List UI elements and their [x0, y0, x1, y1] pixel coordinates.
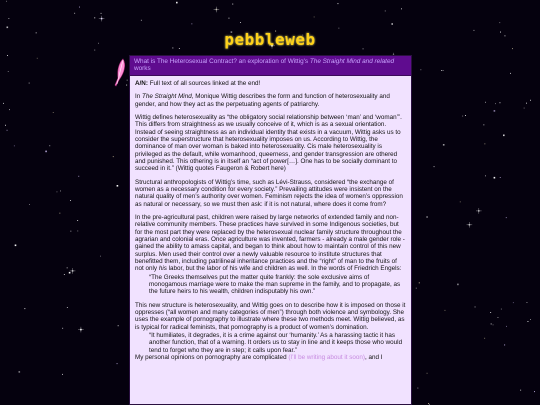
star	[7, 130, 8, 131]
star	[69, 272, 71, 274]
star	[191, 23, 192, 24]
star	[94, 17, 95, 18]
star	[7, 55, 8, 56]
star	[475, 307, 476, 308]
star	[499, 22, 500, 23]
star	[494, 110, 496, 112]
star	[176, 2, 178, 4]
paragraph-6	[135, 354, 406, 361]
star	[338, 3, 339, 4]
star	[8, 18, 9, 19]
paragraph-4	[135, 214, 406, 273]
star-sparkle	[467, 222, 473, 228]
star	[3, 103, 4, 104]
star	[314, 17, 315, 18]
star	[94, 50, 95, 51]
star	[53, 112, 54, 113]
star	[240, 22, 241, 23]
star	[445, 310, 446, 311]
paragraph-text: In	[135, 93, 143, 101]
star	[530, 100, 531, 101]
star	[15, 245, 17, 247]
star	[29, 204, 30, 205]
star	[485, 102, 486, 103]
star-sparkle	[70, 268, 76, 274]
star	[229, 18, 230, 19]
star	[117, 185, 119, 187]
star	[19, 371, 21, 373]
star	[67, 267, 68, 268]
star	[506, 217, 507, 218]
star	[8, 71, 9, 72]
star	[465, 115, 466, 116]
site-logo[interactable]: pebbleweb	[224, 30, 316, 49]
author-note-label: A/N:	[135, 79, 148, 87]
star-sparkle	[476, 208, 482, 214]
star	[67, 307, 68, 308]
star	[419, 282, 420, 283]
star	[14, 145, 15, 146]
star	[484, 143, 485, 144]
star	[484, 338, 485, 339]
star	[113, 156, 114, 157]
paragraph-text: , and I	[364, 354, 383, 362]
star	[434, 166, 435, 167]
post-title-bar[interactable]	[130, 56, 411, 76]
star-sparkle	[214, 7, 220, 13]
paragraph-5: This new structure is heterosexuality, and Wittig goes on to describe how it is imposed on those it oppresses (“all women and many categories of men”) through both violence and symbology. She uses the example of pornography to illustrate where these two methods meet. Wittig believed, as is typical for radical feminists, that pornography is a product of women’s domination.	[135, 301, 406, 331]
post-title-suffix: works	[134, 65, 151, 73]
star	[530, 319, 531, 320]
paragraph-text: In the pre-agricultural past, children were raised by large networks of extended family and non-relative community members. These practices have survived in some Indigenous societies, but for the most part they were replaced by the heterosexual nuclear family structure throughout the agrarian and colonial eras. Once agriculture was invented, farmers - already a male gender role - gained the ability to amass capital, and began to think about how to maintain control of this new surplus. Men used their control over a newly valuable resource to institute structures that benefitted them, including patrilineal inheritance practices and the “right” of man to the fruits of not only	[135, 213, 405, 273]
star	[118, 325, 119, 326]
star	[117, 363, 118, 364]
star	[426, 216, 428, 218]
paragraph-2: Wittig defines heterosexuality as “the obligatory social relationship between ‘man’ and ‘woman’”. This differs from straightness as we usually conceive of it, which is as a sexual orientation. Instead of seeing straightness as an individual identity that exists in a vacuum, Wittig asks us to consider the superstructure that heterosexuality imposes on us. According to Wittig, the dominance of man over woman is baked into heterosexuality. Cis male heterosexuality is privileged as the default, while womanhood, queerness, and gender transgression are othered and punished. This othering is in itself an “act of power[…]. One has to be socially dominant to succeed in it.” (Wittig quotes Faugeron & Robert here)	[135, 113, 402, 173]
star	[485, 175, 486, 176]
post-body	[130, 76, 411, 362]
star	[427, 373, 428, 374]
star	[490, 312, 491, 313]
star	[70, 231, 71, 232]
star	[494, 177, 496, 179]
star	[483, 124, 484, 125]
star	[45, 151, 47, 153]
star	[501, 309, 502, 310]
star	[526, 103, 527, 104]
star	[74, 13, 75, 14]
star	[62, 328, 63, 329]
emphasis: his	[158, 265, 167, 273]
upcoming-post-link[interactable]: (I’ll be writing about it soon)	[288, 354, 365, 362]
star	[5, 125, 6, 126]
star-sparkle	[99, 16, 105, 22]
star	[441, 70, 442, 71]
paragraph-1	[135, 93, 406, 108]
feather-quill-icon	[113, 58, 127, 88]
star	[495, 103, 496, 104]
star-sparkle	[78, 327, 84, 333]
paragraph-text: labor, but the labor of his wife and children as well. In the words of Friedrich Engels:	[166, 265, 402, 273]
star	[401, 8, 402, 9]
star	[520, 390, 521, 391]
star	[141, 20, 142, 21]
star	[64, 274, 65, 275]
blog-post	[129, 55, 412, 405]
star	[457, 284, 459, 286]
star	[510, 73, 511, 74]
star	[506, 326, 507, 327]
star	[498, 317, 499, 318]
star	[443, 70, 444, 71]
wittig-quote: “It humiliates, it degrades, it is a crime against our ‘humanity.’ As a harassing tactic it has another function, that of a warning. It orders us to stay in line and it keeps those who would tend to forget who they are in step; it calls upon fear.”	[149, 332, 403, 354]
star	[491, 324, 492, 325]
star	[7, 27, 9, 29]
star	[524, 108, 525, 109]
paragraph-text: My personal opinions on pornography are complicated	[135, 354, 289, 362]
star	[385, 11, 386, 12]
star	[500, 177, 501, 178]
paragraph-text: , Monique Wittig describes the form and function of heterosexuality and gender, and how they act as the perpetuating agents of patriarchy.	[135, 93, 390, 108]
star	[534, 391, 535, 392]
star	[503, 135, 505, 137]
star	[101, 13, 102, 14]
star	[70, 200, 71, 201]
star	[6, 1, 7, 2]
author-note	[135, 80, 406, 87]
star	[338, 28, 339, 29]
star	[528, 321, 529, 322]
star	[493, 324, 494, 325]
star	[79, 7, 80, 8]
star	[443, 144, 445, 146]
star	[37, 58, 38, 59]
star	[62, 374, 63, 375]
star	[417, 388, 418, 389]
star	[9, 109, 10, 110]
star	[462, 116, 463, 117]
star	[77, 231, 78, 232]
star	[100, 256, 101, 257]
star	[500, 102, 501, 103]
star	[504, 345, 505, 346]
star	[232, 4, 233, 5]
post-title-italic: The Straight Mind and related	[309, 58, 395, 65]
engels-quote: “The Greeks themselves put the matter quite frankly: the sole exclusive aims of monogamous marriage were to make the man supreme in the family, and to propagate, as the future heirs to his wealth, children indisputably his own.”	[149, 273, 401, 296]
star	[420, 69, 421, 70]
star	[416, 288, 417, 289]
star	[77, 220, 78, 221]
book-title: The Straight Mind	[142, 93, 192, 101]
star	[59, 213, 60, 214]
star	[49, 145, 50, 146]
star	[29, 83, 30, 84]
star	[513, 302, 514, 303]
star	[57, 191, 58, 192]
star	[24, 308, 25, 309]
post-title-text: What is The Heterosexual Contract? an exploration of Wittig's	[134, 58, 310, 65]
star	[78, 176, 79, 177]
star	[460, 201, 461, 202]
star	[391, 23, 393, 25]
star	[428, 403, 429, 404]
star	[527, 302, 528, 303]
star	[60, 191, 61, 192]
author-note-text: Full text of all sources linked at the end!	[147, 79, 261, 87]
paragraph-3: Structural anthropologists of Wittig’s time, such as Lévi-Strauss, considered “the exchange of women as a necessary condition for every society.” Prevailing attitudes were insistent on the natural quality of men’s authority over women. Feminism rejects the idea of women’s oppression as natural or necessary, so we must then ask: if it is not natural, where does it come from?	[135, 178, 403, 208]
